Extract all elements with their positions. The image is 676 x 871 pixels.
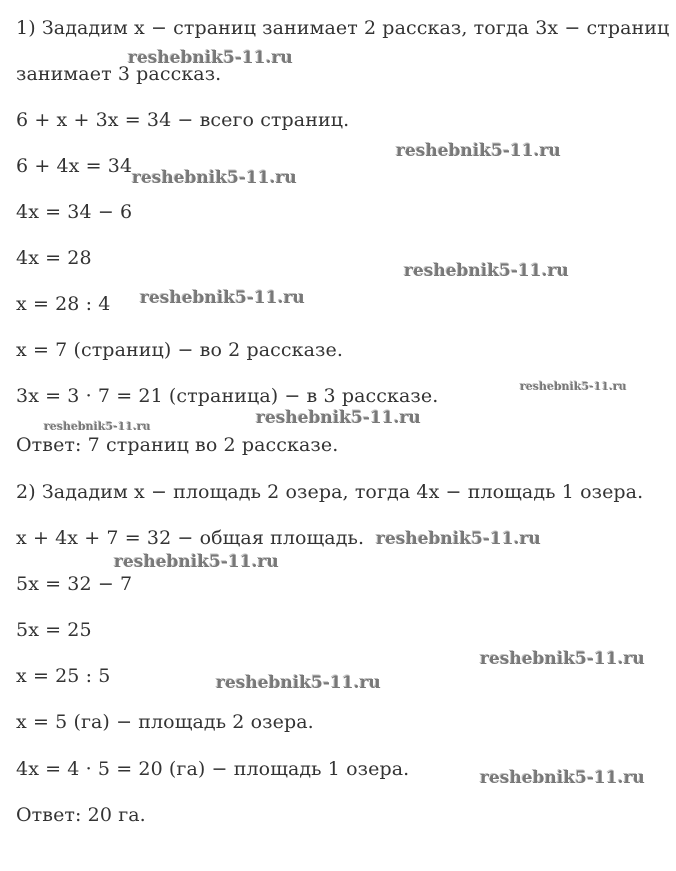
watermark: reshebnik5-11.ru bbox=[404, 261, 569, 281]
watermark: reshebnik5-11.ru bbox=[128, 48, 293, 68]
watermark: reshebnik5-11.ru bbox=[256, 408, 421, 428]
answer-line-2: Ответ: 20 га. bbox=[16, 804, 146, 826]
watermark: reshebnik5-11.ru bbox=[216, 673, 381, 693]
solution-line-6: 4x = 28 bbox=[16, 247, 92, 269]
watermark: reshebnik5-11.ru bbox=[480, 649, 645, 669]
solution-line-7: x = 28 : 4 bbox=[16, 293, 111, 315]
solution-line-13: 5x = 32 − 7 bbox=[16, 573, 133, 595]
solution-line-8: x = 7 (страниц) − во 2 рассказе. bbox=[16, 339, 343, 361]
watermark: reshebnik5-11.ru bbox=[396, 141, 561, 161]
solution-line-15: x = 25 : 5 bbox=[16, 665, 111, 687]
watermark: reshebnik5-11.ru bbox=[140, 288, 305, 308]
watermark: reshebnik5-11.ru bbox=[520, 380, 627, 393]
watermark: reshebnik5-11.ru bbox=[114, 552, 279, 572]
solution-line-9: 3x = 3 · 7 = 21 (страница) − в 3 рассказе. bbox=[16, 385, 439, 407]
watermark: reshebnik5-11.ru bbox=[44, 420, 151, 433]
solution-line-2: занимает 3 рассказ. bbox=[16, 63, 222, 85]
answer-line-1: Ответ: 7 страниц во 2 рассказе. bbox=[16, 434, 339, 456]
solution-line-1: 1) Зададим x − страниц занимает 2 рассказ, тогда 3x − страниц bbox=[16, 17, 670, 39]
solution-line-11: 2) Зададим x − площадь 2 озера, тогда 4x − площадь 1 озера. bbox=[16, 481, 644, 503]
solution-line-5: 4x = 34 − 6 bbox=[16, 201, 133, 223]
watermark: reshebnik5-11.ru bbox=[376, 529, 541, 549]
solution-line-14: 5x = 25 bbox=[16, 619, 92, 641]
solution-line-17: 4x = 4 · 5 = 20 (га) − площадь 1 озера. bbox=[16, 758, 410, 780]
solution-line-3: 6 + x + 3x = 34 − всего страниц. bbox=[16, 109, 350, 131]
watermark: reshebnik5-11.ru bbox=[132, 168, 297, 188]
solution-line-16: x = 5 (га) − площадь 2 озера. bbox=[16, 711, 314, 733]
solution-line-4: 6 + 4x = 34 bbox=[16, 155, 133, 177]
watermark: reshebnik5-11.ru bbox=[480, 768, 645, 788]
solution-line-12: x + 4x + 7 = 32 − общая площадь. bbox=[16, 527, 365, 549]
